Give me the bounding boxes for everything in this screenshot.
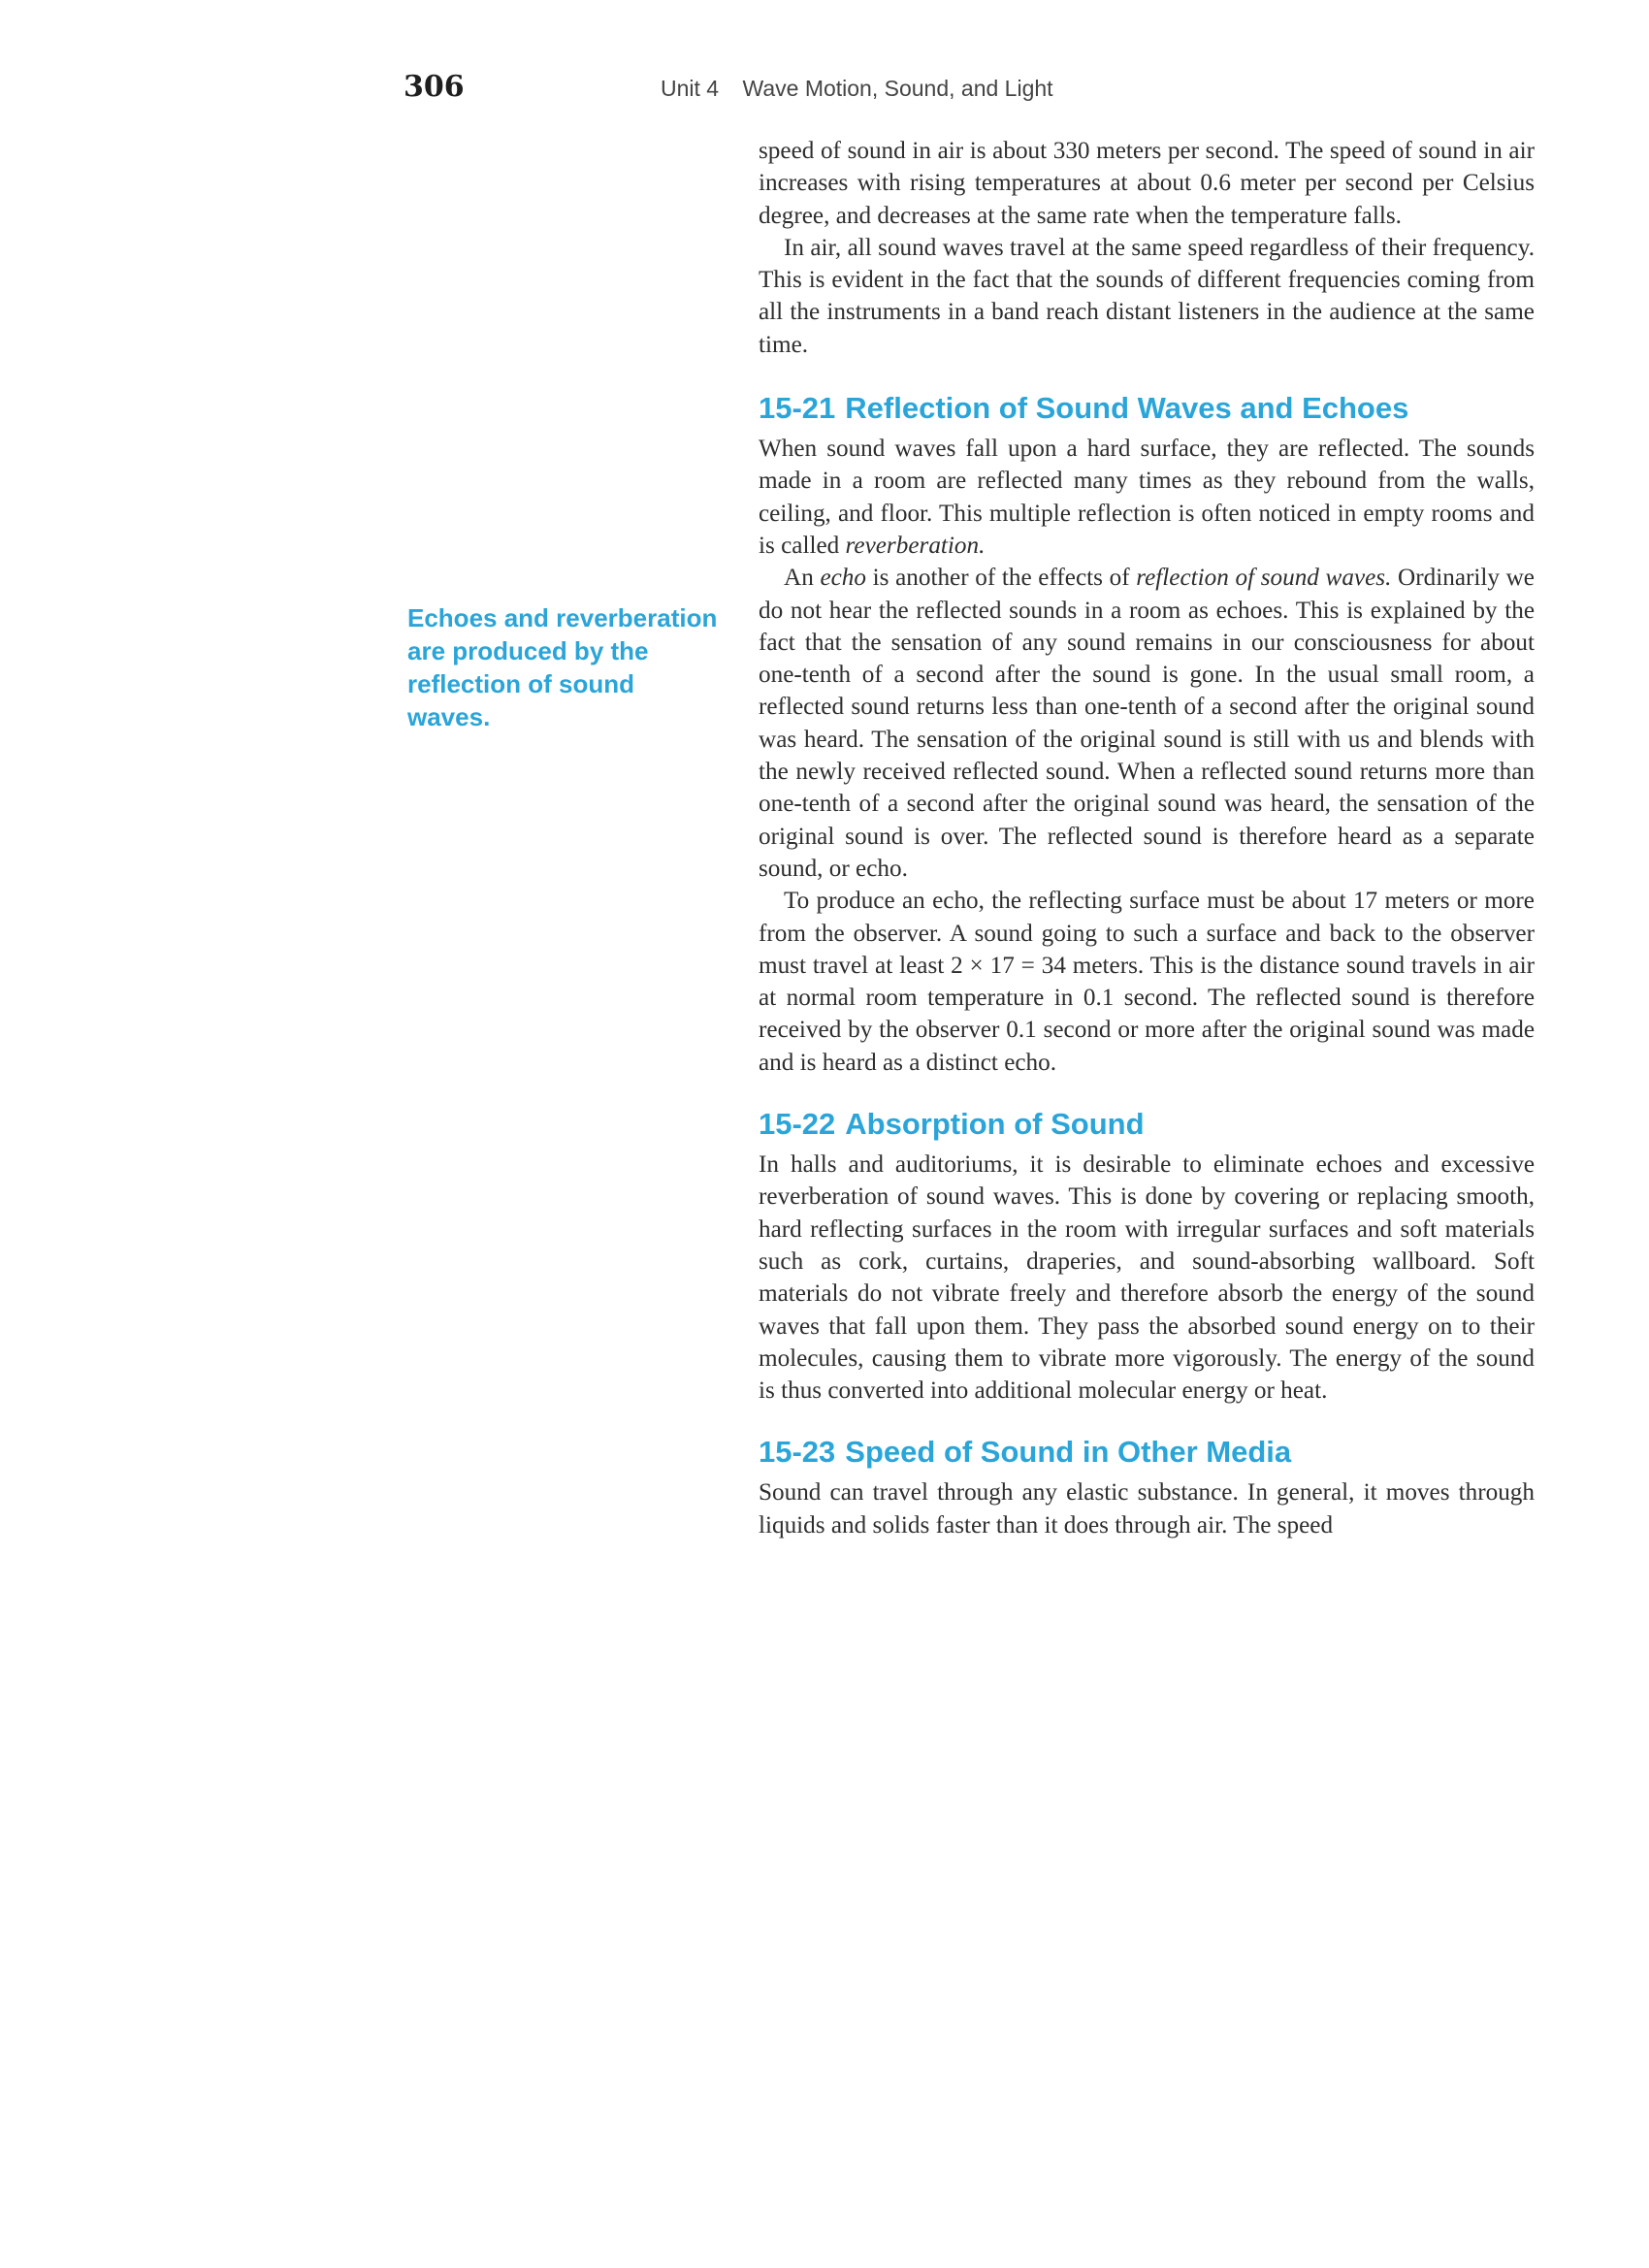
section-heading <box>759 1106 1535 1143</box>
emphasis: echo <box>820 565 866 592</box>
paragraph: speed of sound in air is about 330 meters per second. The speed of sound in air increases with rising temperatures at about 0.6 meter per second per Celsius degree, and decreases at the same rate when the temperature falls. <box>759 138 1535 229</box>
emphasis: reverberation. <box>845 532 986 559</box>
paragraph <box>759 562 1535 885</box>
section-number: 15-22 <box>759 1107 836 1142</box>
main-text-column <box>759 135 1535 1541</box>
paragraph: In air, all sound waves travel at the same speed regardless of their frequency. This is evident in the fact that the sounds of different frequencies coming from all the instruments in a band reach distant listeners in the audience at the same time. <box>759 234 1535 358</box>
paragraph <box>759 433 1535 562</box>
section-heading <box>759 390 1535 427</box>
text-run: An <box>784 565 821 592</box>
paragraph: To produce an echo, the reflecting surface must be about 17 meters or more from the observer. A sound going to such a surface and back to the observer must travel at least 2 × 17 = 34 meters. This is the distance sound travels in air at normal room temperature in 0.1 second. The reflected sound is therefore received by the observer 0.1 second or more after the original sound was made and is heard as a distinct echo. <box>759 888 1535 1076</box>
section-number: 15-23 <box>759 1435 836 1470</box>
page-number: 306 <box>404 70 465 104</box>
text-run: When sound waves fall upon a hard surface, they are reflected. The sounds made in a room are reflected many times as they rebound from the walls, ceiling, and floor. This multiple reflection is often noticed in empty rooms and is called <box>759 436 1535 559</box>
section-title: Speed of Sound in Other Media <box>845 1435 1292 1470</box>
section-title: Absorption of Sound <box>845 1107 1145 1142</box>
section-number: 15-21 <box>759 391 836 426</box>
section-heading <box>759 1434 1535 1471</box>
margin-note: Echoes and reverberation are produced by the reflection of sound waves. <box>407 603 718 731</box>
text-run: is another of the effects of <box>865 565 1137 592</box>
emphasis: reflection of sound waves. <box>1136 565 1392 592</box>
text-run: Ordinarily we do not hear the reflected sounds in a room as echoes. This is explained by the fact that the sensation of any sound remains in our consciousness for about one-tenth of a second after the sound is gone. In the usual small room, a reflected sound returns less than one-tenth of a second after the original sound was heard. The sensation of the original sound is still with us and blends with the newly received reflected sound. When a reflected sound returns more than one-tenth of a second after the original sound was heard, the sensation of the original sound is over. The reflected sound is therefore heard as a separate sound, or echo. <box>759 565 1535 882</box>
running-head <box>661 76 1053 102</box>
section-title: Reflection of Sound Waves and Echoes <box>845 391 1409 426</box>
unit-label: Unit 4 <box>661 76 720 101</box>
paragraph: Sound can travel through any elastic substance. In general, it moves through liquids and solids faster than it does through air. The speed <box>759 1479 1535 1539</box>
paragraph: In halls and auditoriums, it is desirable to eliminate echoes and excessive reverberation of sound waves. This is done by covering or replacing smooth, hard reflecting surfaces in the room with irregular surfaces and soft materials such as cork, curtains, draperies, and sound-absorbing wallboard. Soft materials do not vibrate freely and therefore absorb the energy of the sound waves that fall upon them. They pass the absorbed sound energy on to their molecules, causing them to vibrate more vigorously. The energy of the sound is thus converted into additional molecular energy or heat. <box>759 1151 1535 1405</box>
chapter-title: Wave Motion, Sound, and Light <box>742 76 1053 101</box>
